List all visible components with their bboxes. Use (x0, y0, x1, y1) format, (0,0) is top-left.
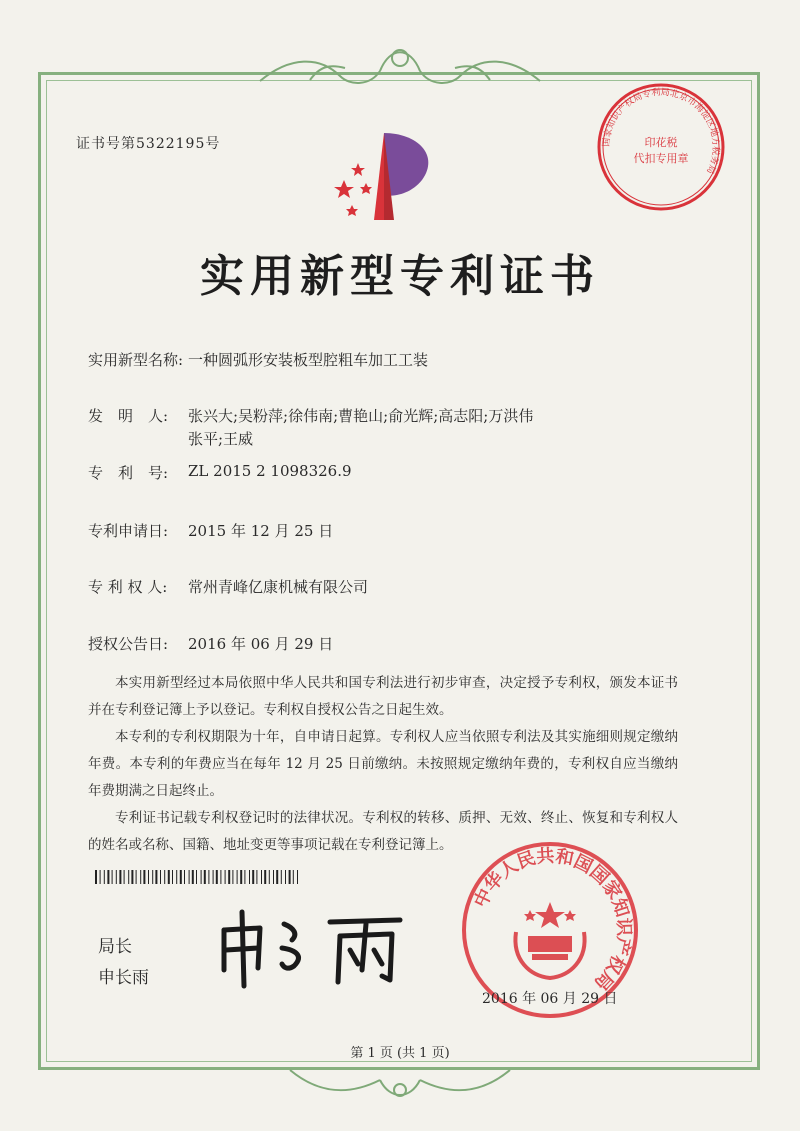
patentee-value: 常州青峰亿康机械有限公司 (188, 578, 369, 596)
issue-date: 2016 年 06 月 29 日 (482, 991, 618, 1007)
state-seal-ring-text: 中华人民共和国国家知识产权局 (470, 845, 635, 994)
body-paragraph-3: 专利证书记载专利权登记时的法律状况。专利权的转移、质押、无效、终止、恢复和专利权人的姓名或名称、国籍、地址变更等事项记载在专利登记簿上。 (88, 810, 678, 853)
patent-office-logo-icon (322, 125, 452, 225)
patent-number-value: ZL 2015 2 1098326.9 (188, 462, 352, 480)
tax-bureau-seal-icon (594, 80, 728, 214)
patent-number-label: 专 利 号: (88, 464, 169, 482)
tax-seal-ring-text: 国家知识产权局专利局北京市海淀区地方税务局 (601, 87, 721, 176)
inventor-label: 发 明 人: (88, 407, 169, 425)
utility-model-name-value: 一种圆弧形安装板型腔粗车加工工装 (188, 351, 429, 369)
handwritten-signature-icon (212, 900, 412, 990)
filing-date-label: 专利申请日: (88, 522, 169, 540)
inventor-value-line1: 张兴大;吴粉萍;徐伟南;曹艳山;俞光辉;高志阳;万洪伟 (188, 407, 534, 425)
top-ornament-icon (250, 36, 550, 96)
page-number: 第 1 页 (共 1 页) (350, 1046, 450, 1061)
body-paragraph-1: 本实用新型经过本局依照中华人民共和国专利法进行初步审查，决定授予专利权，颁发本证书并在专利登记簿上予以登记。专利权自授权公告之日起生效。 (88, 675, 678, 718)
director-title: 局长 (98, 937, 132, 957)
certificate-title: 实用新型专利证书 (200, 251, 600, 302)
utility-model-name-label: 实用新型名称: (88, 351, 184, 369)
director-name: 申长雨 (98, 968, 149, 988)
patentee-label: 专 利 权 人: (88, 578, 168, 596)
certificate-number: 证书号第5322195号 (76, 136, 221, 152)
grant-date-value: 2016 年 06 月 29 日 (188, 635, 334, 653)
tax-seal-center-line2: 代扣专用章 (633, 152, 689, 165)
inventor-value-line2: 张平;王威 (188, 430, 254, 448)
filing-date-value: 2015 年 12 月 25 日 (188, 522, 334, 540)
body-paragraph-2: 本专利的专利权期限为十年，自申请日起算。专利权人应当依照专利法及其实施细则规定缴纳年费。本专利的年费应当在每年 12 月 25 日前缴纳。未按照规定缴纳年费的，专利权自应当缴纳年费期满之日起终止。 (88, 729, 678, 799)
certificate-body (88, 670, 678, 859)
grant-date-label: 授权公告日: (88, 635, 169, 653)
tax-seal-center-line1: 印花税 (644, 136, 678, 149)
bottom-ornament-icon (280, 1060, 520, 1110)
barcode-icon (95, 870, 300, 884)
